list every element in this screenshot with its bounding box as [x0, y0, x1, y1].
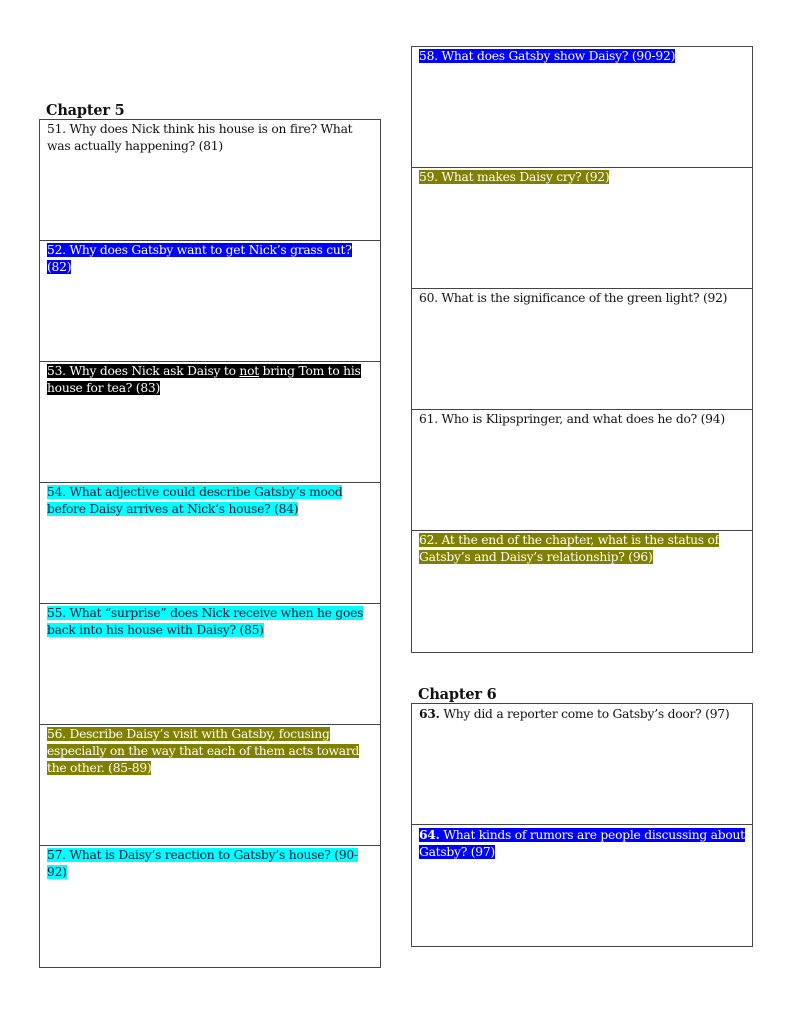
question-63-text: 63. Why did a reporter come to Gatsby’s door? (97) — [419, 706, 730, 721]
question-60-cell[interactable] — [412, 289, 752, 410]
chapter-6-question-table — [411, 703, 753, 947]
question-59-text: 59. What makes Daisy cry? (92) — [419, 170, 610, 184]
question-56-cell[interactable] — [40, 725, 380, 846]
question-52-cell[interactable] — [40, 241, 380, 362]
question-57-cell[interactable] — [40, 846, 380, 967]
question-53-cell[interactable] — [40, 362, 380, 483]
chapter-5-heading: Chapter 5 — [46, 102, 125, 119]
question-57-text: 57. What is Daisy’s reaction to Gatsby’s house? (90-92) — [47, 848, 358, 879]
emphasis-not: not — [239, 364, 259, 378]
question-64-text: 64. What kinds of rumors are people discussing about Gatsby? (97) — [419, 827, 745, 859]
chapter-5-question-table-right — [411, 46, 753, 653]
question-61-text: 61. Who is Klipspringer, and what does he do? (94) — [419, 412, 725, 426]
chapter-5-question-table-left — [39, 119, 381, 968]
question-53-text: 53. Why does Nick ask Daisy to not bring Tom to his house for tea? (83) — [47, 364, 361, 395]
question-54-text: 54. What adjective could describe Gatsby’s mood before Daisy arrives at Nick’s house? (84) — [47, 485, 343, 516]
question-61-cell[interactable] — [412, 410, 752, 531]
question-51-text: 51. Why does Nick think his house is on fire? What was actually happening? (81) — [47, 122, 353, 153]
question-62-cell[interactable] — [412, 531, 752, 652]
question-60-text: 60. What is the significance of the green light? (92) — [419, 291, 728, 305]
question-55-cell[interactable] — [40, 604, 380, 725]
question-58-cell[interactable] — [412, 47, 752, 168]
chapter-6-heading: Chapter 6 — [418, 686, 497, 703]
question-58-text: 58. What does Gatsby show Daisy? (90-92) — [419, 49, 676, 63]
question-62-text: 62. At the end of the chapter, what is the status of Gatsby’s and Daisy’s relationship? (96) — [419, 533, 719, 564]
question-52-text: 52. Why does Gatsby want to get Nick’s grass cut? (82) — [47, 243, 352, 274]
question-51-cell[interactable] — [40, 120, 380, 241]
question-54-cell[interactable] — [40, 483, 380, 604]
question-64-cell[interactable] — [412, 825, 752, 946]
question-56-text: 56. Describe Daisy’s visit with Gatsby, focusing especially on the way that each of them acts toward the other. (85-89) — [47, 727, 360, 775]
question-55-text: 55. What “surprise” does Nick receive when he goes back into his house with Daisy? (85) — [47, 606, 364, 637]
question-59-cell[interactable] — [412, 168, 752, 289]
question-63-cell[interactable] — [412, 704, 752, 825]
